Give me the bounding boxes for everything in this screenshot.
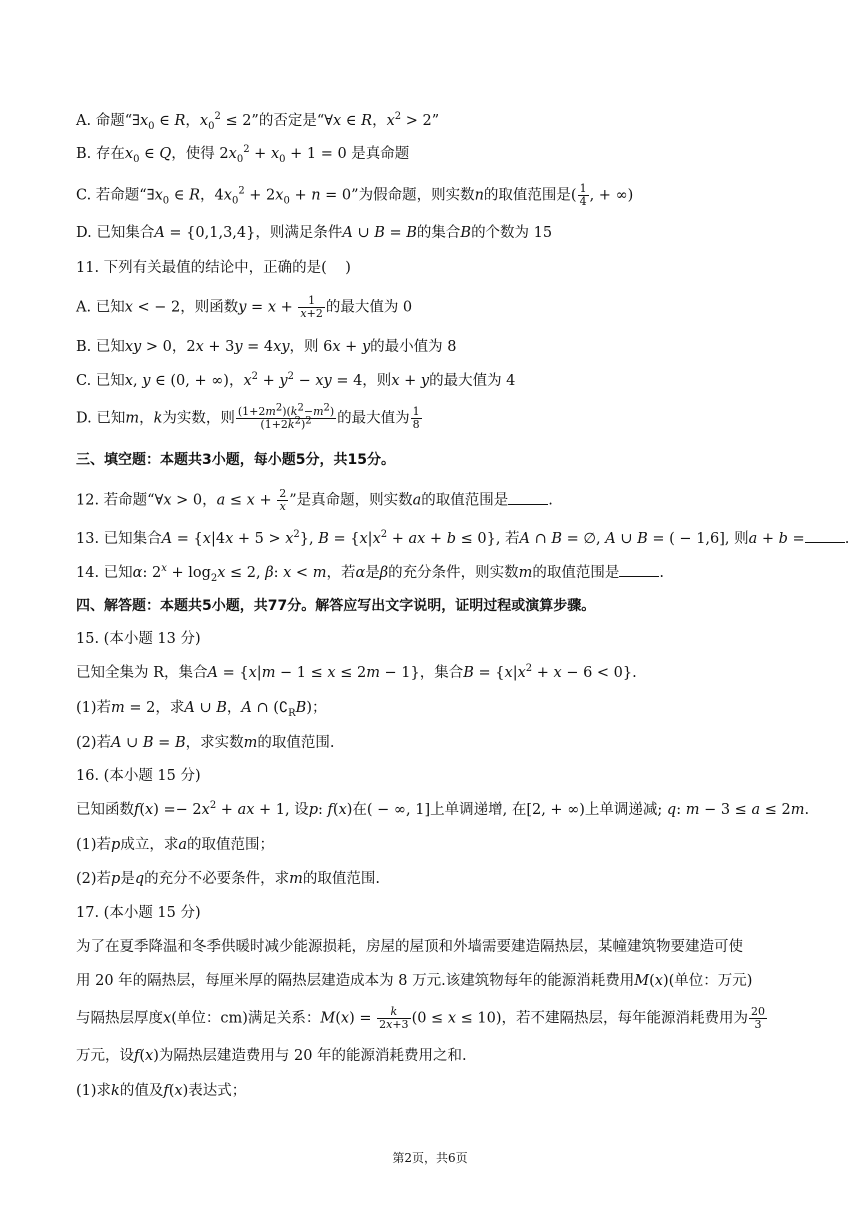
question-16-stem: 已知函数$f(x) =- 2x^2$ + ax + 1, 设p: f(x)在( − ∞, 1]上单调递增, 在[2, + ∞)上单调递减; q: m − 3 ≤ a ≤ 2m. — [76, 800, 810, 818]
option-11c: C. 已知x, y ∈ (0, + ∞)，$x^2 + y^2$ − xy = 4，则x + y的最大值为 4 — [76, 371, 516, 389]
question-15-part1: (1)若m = 2，求A ∪ B，A ∩ $(∁_RB)$； — [76, 700, 327, 719]
question-13: 13. 已知集合$A = \{x|4x + 5 > x^2\}$, $B = \{x|x^2$ + ax + b ≤ 0}, 若A ∩ B = ∅, A ∪ B = ( − 1,6], 则a + b = . — [76, 529, 850, 547]
option-11a: A. 已知x < − 2，则函数y = x + $\frac{1}{x+2}$ 的最大值为 0 — [76, 294, 413, 320]
question-11: 11. 下列有关最值的结论中，正确的是( ) — [76, 260, 351, 276]
question-17-stem-4: 万元，设f(x)为隔热层建造费用与 20 年的能源消耗费用之和. — [76, 1048, 467, 1064]
question-16-part2: (2)若p是q的充分不必要条件，求m的取值范围. — [76, 871, 380, 887]
question-17-stem-1: 为了在夏季降温和冬季供暖时减少能源损耗，房屋的屋顶和外墙需要建造隔热层，某幢建筑物要建造可使 — [76, 939, 743, 955]
option-10b: B. 存在$x_0$ ∈ Q，使得 $2x_0^2 + x_0 + 1 = 0$ 是真命题 — [76, 144, 410, 165]
question-17-header: 17. (本小题 15 分) — [76, 905, 201, 921]
question-17-stem-2: 用 20 年的隔热层，每厘米厚的隔热层建造成本为 8 万元.该建筑物每年的能源消耗费用M(x)(单位：万元) — [76, 973, 753, 989]
option-10a: A. 命题“$\exists x_0$ ∈ R，$x_0^2 \le 2$”的否定是“∀x ∈ R，$x^2 > 2$” — [76, 111, 440, 132]
question-12: 12. 若命题“∀x > 0，a ≤ x + $\frac{2}{x}$ ”是真命题，则实数a的取值范围是 . — [76, 487, 553, 513]
option-11d: D. 已知m，k为实数，则 $\frac{(1+2m^2)(k^2-m^2)}{(1+2k^2)^2}$ 的最大值为 $\frac{1}{8}$ — [76, 402, 420, 431]
question-15-header: 15. (本小题 13 分) — [76, 631, 201, 647]
option-10c: C. 若命题“$\exists x_0$ ∈ R，$4x_0^2 + 2x_0 + n = 0$”为假命题，则实数n的取值范围是( $\frac{1}{4}$ , + ∞) — [76, 182, 634, 208]
section-fill-in-header: 三、填空题：本题共3小题，每小题5分，共15分。 — [76, 452, 395, 468]
question-14: 14. 已知α: $2^x + \log_2x \le 2$, β: x < m，若α是β的充分条件，则实数m的取值范围是 . — [76, 563, 664, 584]
question-16-header: 16. (本小题 15 分) — [76, 768, 201, 784]
question-15-part2: (2)若A ∪ B = B，求实数m的取值范围. — [76, 735, 335, 751]
question-17-stem-3: 与隔热层厚度x(单位：cm)满足关系：M(x) = $\frac{k}{2x+3}$ (0 ≤ x ≤ 10)，若不建隔热层，每年能源消耗费用为 $\frac{20}{3}$ — [76, 1005, 765, 1031]
question-16-part1: (1)若p成立，求a的取值范围； — [76, 837, 274, 853]
page-footer: 第2页，共6页 — [392, 1151, 468, 1165]
answer-blank — [508, 490, 548, 505]
question-17-part1: (1)求k的值及f(x)表达式； — [76, 1083, 247, 1099]
section-answer-header: 四、解答题：本题共5小题，共77分。解答应写出文字说明，证明过程或演算步骤。 — [76, 598, 596, 614]
answer-blank — [805, 528, 845, 543]
option-10d: D. 已知集合A = {0,1,3,4}，则满足条件A ∪ B = B的集合B的个数为 15 — [76, 225, 553, 241]
question-15-stem: 已知全集为 R，集合A = {x|m − 1 ≤ x ≤ 2m − 1}，集合$B = \{x|x^2 + x - 6 < 0\}$. — [76, 663, 637, 681]
option-11b: B. 已知xy > 0，2x + 3y = 4xy，则 6x + y的最小值为 8 — [76, 339, 457, 355]
answer-blank — [619, 562, 659, 577]
